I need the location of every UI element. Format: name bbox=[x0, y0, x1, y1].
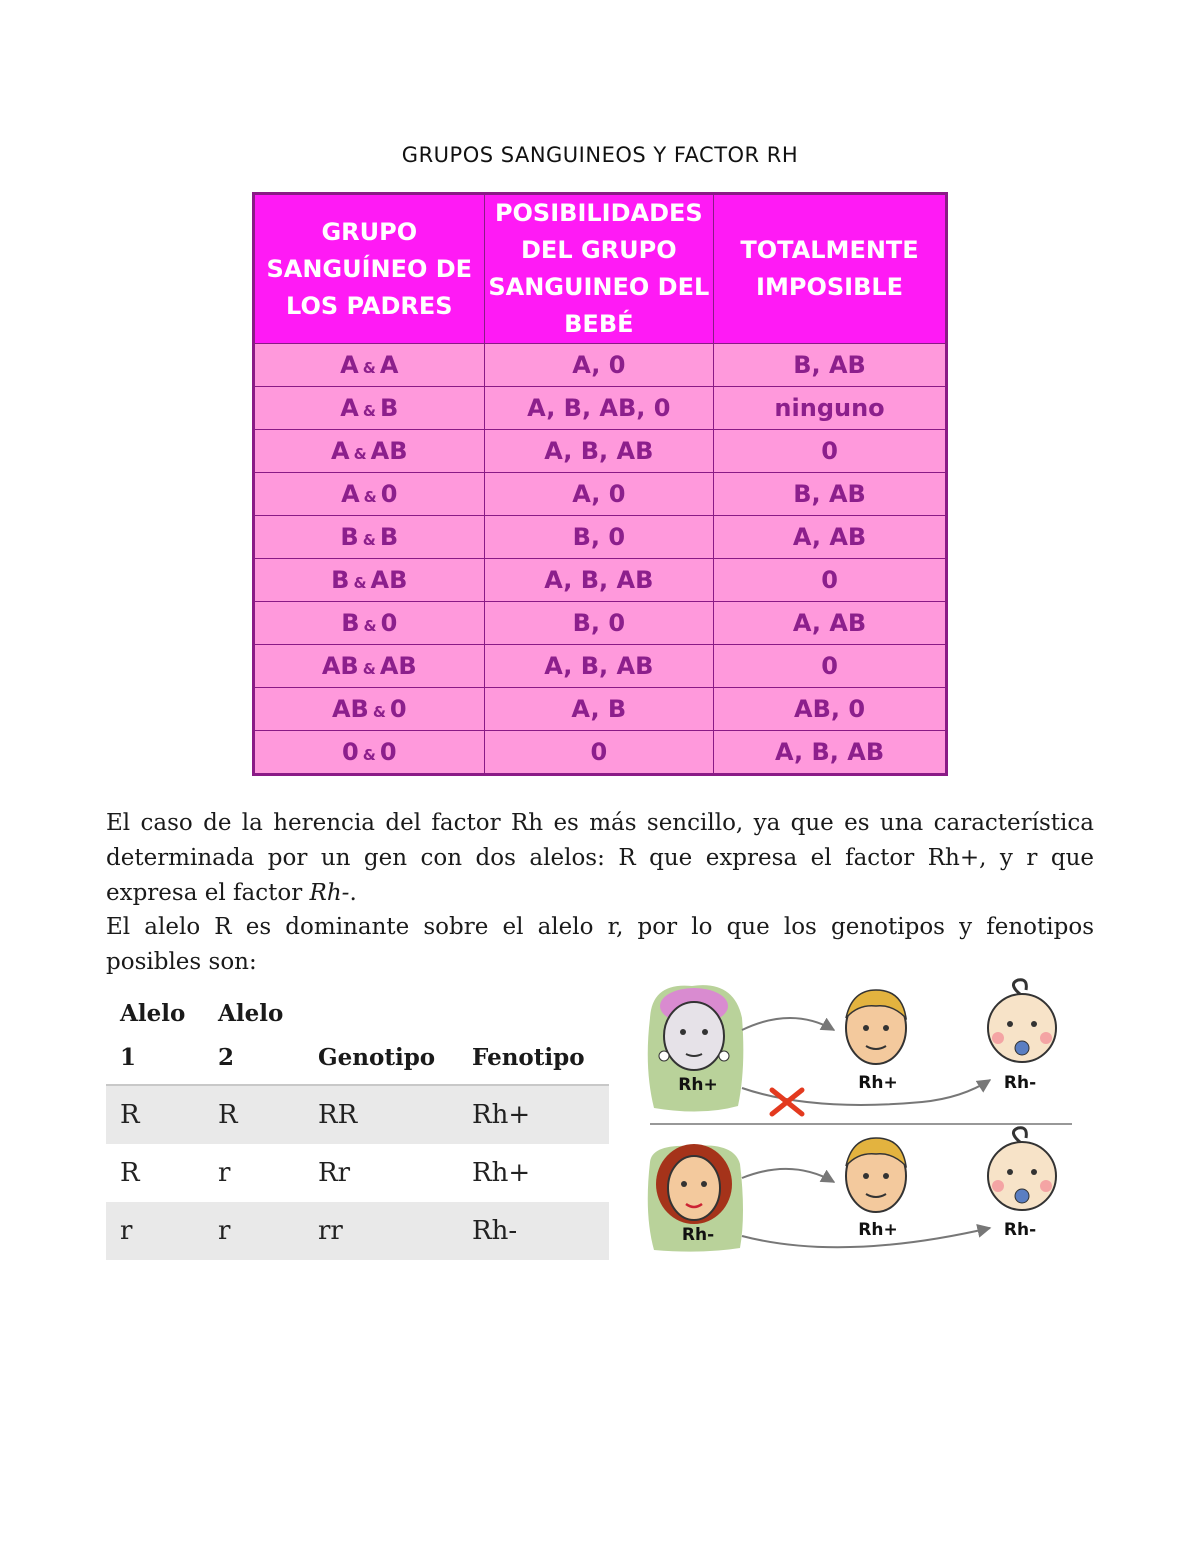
baby-rh-negative bbox=[988, 1128, 1056, 1240]
impossible-cell: B, AB bbox=[714, 344, 947, 387]
parent-2-group: AB bbox=[370, 566, 408, 594]
mother-label: Rh+ bbox=[678, 1075, 718, 1095]
ampersand: & bbox=[362, 746, 376, 764]
allele-header-row bbox=[106, 992, 609, 1085]
impossible-cell: 0 bbox=[714, 430, 947, 473]
baby-possibilities-cell: 0 bbox=[484, 731, 714, 775]
table-row bbox=[106, 1144, 609, 1202]
parent-2-group: 0 bbox=[380, 609, 398, 637]
allele-2-cell: R bbox=[204, 1085, 304, 1144]
allele-1-cell: r bbox=[106, 1202, 204, 1260]
face-icon bbox=[664, 1002, 724, 1070]
table-row bbox=[254, 473, 947, 516]
paragraph1-text: El caso de la herencia del factor Rh es más sencillo, ya que es una característica determinada por un gen con dos alelos: R que expresa el factor Rh+, y r que expresa el factor bbox=[106, 810, 1094, 906]
pacifier-icon bbox=[1015, 1189, 1029, 1203]
baby-possibilities-cell: A, B, AB bbox=[484, 430, 714, 473]
allele-2-cell: r bbox=[204, 1202, 304, 1260]
table-row bbox=[254, 516, 947, 559]
baby-label: Rh- bbox=[1003, 1220, 1037, 1240]
child-rh-positive bbox=[846, 1138, 906, 1240]
ampersand: & bbox=[372, 703, 386, 721]
impossible-cell: ninguno bbox=[714, 387, 947, 430]
table-row bbox=[254, 387, 947, 430]
ampersand: & bbox=[362, 402, 376, 420]
baby-possibilities-cell: A, B, AB bbox=[484, 645, 714, 688]
parents-group-cell bbox=[254, 387, 485, 430]
parent-2-group: B bbox=[379, 523, 399, 551]
allele-1-cell: R bbox=[106, 1085, 204, 1144]
cross-icon bbox=[772, 1090, 802, 1114]
table-row bbox=[254, 430, 947, 473]
parent-1-group: A bbox=[341, 480, 360, 508]
genotype-cell: Rr bbox=[318, 1158, 351, 1188]
parents-group-cell bbox=[254, 559, 485, 602]
paragraph1-end: . bbox=[349, 880, 357, 906]
parent-1-group: AB bbox=[321, 652, 359, 680]
header-genotype: Genotipo bbox=[304, 992, 458, 1085]
blood-table-header-row bbox=[254, 194, 947, 344]
document-title: GRUPOS SANGUINEOS Y FACTOR RH bbox=[401, 143, 799, 167]
parent-2-group: AB bbox=[379, 652, 417, 680]
impossible-cell: A, B, AB bbox=[714, 731, 947, 775]
parents-group-cell bbox=[254, 731, 485, 775]
arrow-icon bbox=[742, 1018, 834, 1030]
genotype-cell: rr bbox=[304, 1202, 458, 1260]
parent-1-group: A bbox=[340, 394, 359, 422]
mother-label: Rh- bbox=[681, 1225, 715, 1245]
header-phenotype: Fenotipo bbox=[458, 992, 609, 1085]
parent-1-group: A bbox=[331, 437, 350, 465]
parent-1-group: B bbox=[340, 523, 359, 551]
parent-2-group: AB bbox=[370, 437, 408, 465]
table-row bbox=[254, 344, 947, 387]
parent-2-group: 0 bbox=[380, 480, 398, 508]
allele-table bbox=[106, 992, 609, 1260]
parent-1-group: B bbox=[341, 609, 360, 637]
table-row bbox=[106, 1085, 609, 1144]
face-icon bbox=[668, 1156, 720, 1220]
baby-possibilities-cell: A, B, AB, 0 bbox=[484, 387, 714, 430]
parent-2-group: 0 bbox=[389, 695, 407, 723]
table-row bbox=[254, 559, 947, 602]
ampersand: & bbox=[362, 359, 376, 377]
ampersand: & bbox=[353, 445, 367, 463]
allele-1-cell: R bbox=[120, 1158, 140, 1188]
baby-possibilities-cell: A, B, AB bbox=[484, 559, 714, 602]
mother-rh-negative bbox=[648, 1144, 743, 1252]
parents-group-cell bbox=[254, 645, 485, 688]
allele-2-cell: r bbox=[218, 1158, 231, 1188]
arrow-icon bbox=[742, 1169, 834, 1182]
parents-group-cell bbox=[254, 516, 485, 559]
baby-possibilities-cell: A, 0 bbox=[484, 344, 714, 387]
baby-possibilities-cell: B, 0 bbox=[484, 516, 714, 559]
impossible-cell: 0 bbox=[714, 559, 947, 602]
ampersand: & bbox=[353, 574, 367, 592]
phenotype-cell: Rh+ bbox=[458, 1085, 609, 1144]
parent-1-group: B bbox=[331, 566, 350, 594]
table-row bbox=[106, 1202, 609, 1260]
mother-rh-positive bbox=[648, 985, 744, 1111]
genotype-cell: RR bbox=[304, 1085, 458, 1144]
parent-2-group: B bbox=[379, 394, 399, 422]
impossible-cell: A, AB bbox=[714, 516, 947, 559]
table-row bbox=[254, 688, 947, 731]
header-allele-2: Alelo 2 bbox=[204, 992, 304, 1085]
phenotype-cell: Rh+ bbox=[472, 1158, 531, 1188]
parents-group-cell bbox=[254, 430, 485, 473]
parent-1-group: 0 bbox=[342, 738, 359, 766]
parent-2-group: A bbox=[379, 351, 399, 379]
header-impossible: TOTALMENTE IMPOSIBLE bbox=[714, 194, 947, 344]
parents-group-cell bbox=[254, 473, 485, 516]
impossible-cell: AB, 0 bbox=[714, 688, 947, 731]
parent-1-group: AB bbox=[331, 695, 369, 723]
parent-1-group: A bbox=[340, 351, 359, 379]
parent-2-group: 0 bbox=[379, 738, 397, 766]
blood-group-table bbox=[252, 192, 948, 776]
baby-possibilities-cell: A, B bbox=[484, 688, 714, 731]
dominance-paragraph: El alelo R es dominante sobre el alelo r, por lo que los genotipos y fenotipos posibles son: bbox=[106, 914, 1094, 975]
table-row bbox=[254, 731, 947, 775]
baby-possibilities-cell: B, 0 bbox=[484, 602, 714, 645]
baby-label: Rh- bbox=[1003, 1073, 1037, 1093]
impossible-cell: B, AB bbox=[714, 473, 947, 516]
parents-group-cell bbox=[254, 602, 485, 645]
phenotype-cell: Rh- bbox=[458, 1202, 609, 1260]
child-label: Rh+ bbox=[858, 1073, 898, 1093]
rh-inheritance-illustration bbox=[642, 978, 1082, 1258]
child-rh-positive bbox=[846, 990, 906, 1093]
baby-rh-negative bbox=[988, 980, 1056, 1093]
header-allele-1: Alelo 1 bbox=[106, 992, 204, 1085]
table-row bbox=[254, 645, 947, 688]
header-parents-group: GRUPO SANGUÍNEO DE LOS PADRES bbox=[254, 194, 485, 344]
header-baby-possibilities: POSIBILIDADES DEL GRUPO SANGUINEO DEL BEBÉ bbox=[484, 194, 714, 344]
child-label: Rh+ bbox=[858, 1220, 898, 1240]
rh-inheritance-paragraph bbox=[106, 806, 1094, 911]
paragraph1-italic: Rh- bbox=[309, 880, 350, 906]
table-row bbox=[254, 602, 947, 645]
impossible-cell: A, AB bbox=[714, 602, 947, 645]
parents-group-cell bbox=[254, 688, 485, 731]
ampersand: & bbox=[362, 660, 376, 678]
ampersand: & bbox=[362, 531, 376, 549]
baby-possibilities-cell: A, 0 bbox=[484, 473, 714, 516]
impossible-cell: 0 bbox=[714, 645, 947, 688]
parents-group-cell bbox=[254, 344, 485, 387]
pacifier-icon bbox=[1015, 1041, 1029, 1055]
ampersand: & bbox=[363, 488, 377, 506]
ampersand: & bbox=[363, 617, 377, 635]
